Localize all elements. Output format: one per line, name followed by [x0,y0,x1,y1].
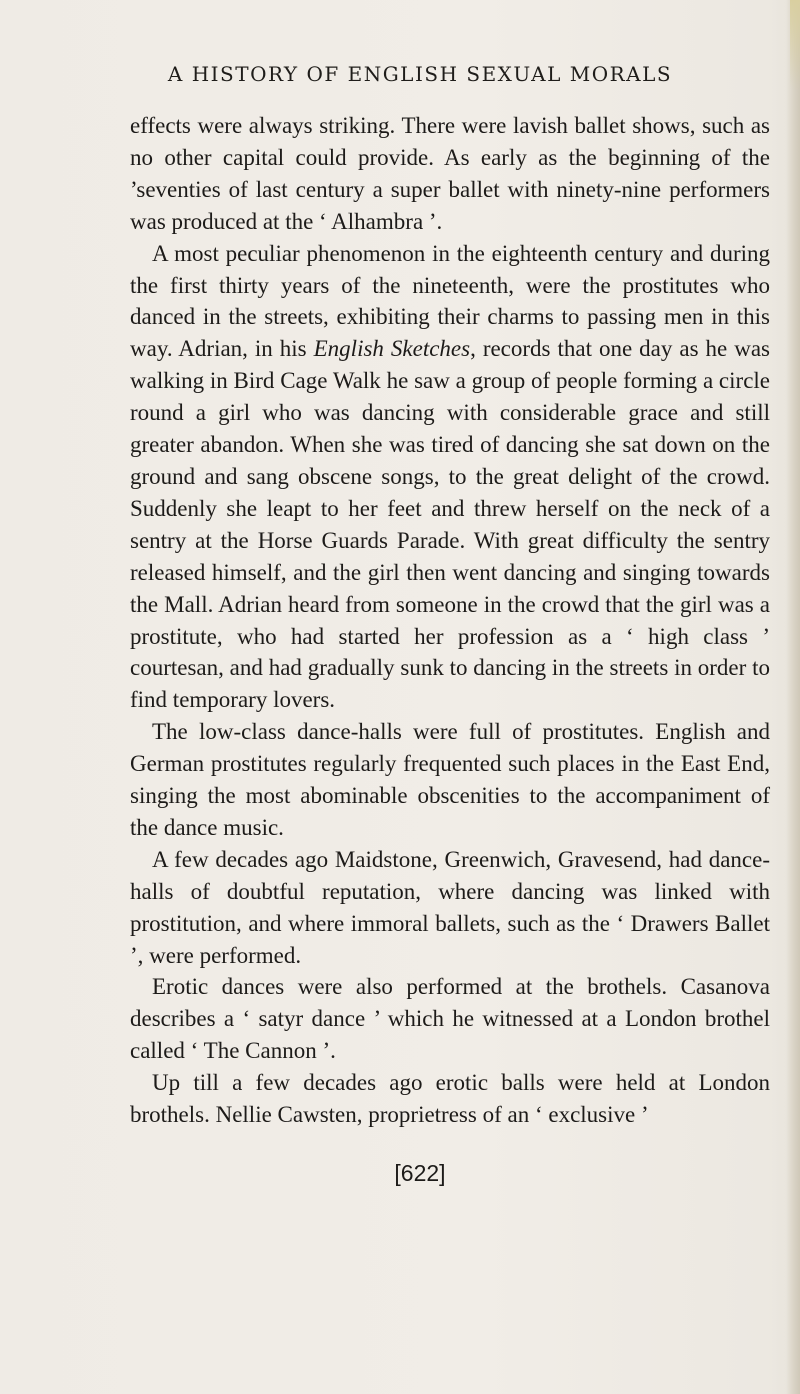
running-head [0,62,800,86]
paragraph-6: Up till a few decades ago erotic balls were held at London brothels. Nellie Cawsten, proprietress of an ‘ exclusive ’ [130,1070,770,1128]
running-head-text: A HISTORY OF ENGLISH SEXUAL MORALS [167,62,673,86]
page-number [0,1160,800,1187]
book-title: English Sketches [313,336,471,362]
paragraph-1: effects were always striking. There were lavish ballet shows, such as no other capital could provide. As early as the beginning of the ’seventies of last century a super ballet with ninety-nine performers was produced at the ‘ Alhambra ’. [130,113,770,234]
page-number-text: [622] [394,1160,446,1186]
body-text [130,110,770,1131]
paragraph-5: Erotic dances were also performed at the brothels. Casanova describes a ‘ satyr dance ’ which he witnessed at a London brothel called ‘ The Cannon ’. [130,974,770,1064]
paragraph-3: The low-class dance-halls were full of prostitutes. English and German prostitutes regularly frequented such places in the East End, singing the most abominable obscenities to the accompaniment of the dance music. [130,719,770,840]
paragraph-4: A few decades ago Maidstone, Greenwich, Gravesend, had dance-halls of doubtful reputation, where dancing was linked with prostitution, and where immoral ballets, such as the ‘ Drawers Ballet ’, were performed. [130,846,770,968]
paragraph-2: A most peculiar phenomenon in the eighteenth century and during the first thirty years of the nineteenth, were the prostitutes who danced in the streets, exhibiting their charms to passing men in this way. Adrian, in his English Sketches, records that one day as he was walking in Bird Cage Walk he saw a group of people forming a circle round a girl who was dancing with considerable grace and still greater abandon. When she was tired of dancing she sat down on the ground and sang obscene songs, to the great delight of the crowd. Suddenly she leapt to her feet and threw herself on the neck of a sentry at the Horse Guards Parade. With great difficulty the sentry released himself, and the girl then went dancing and singing towards the Mall. Adrian heard from someone in the crowd that the girl was a prostitute, who had started her profession as a ‘ high class ’ courtesan, and had gradually sunk to dancing in the streets in order to find temporary lovers. [130,240,770,713]
